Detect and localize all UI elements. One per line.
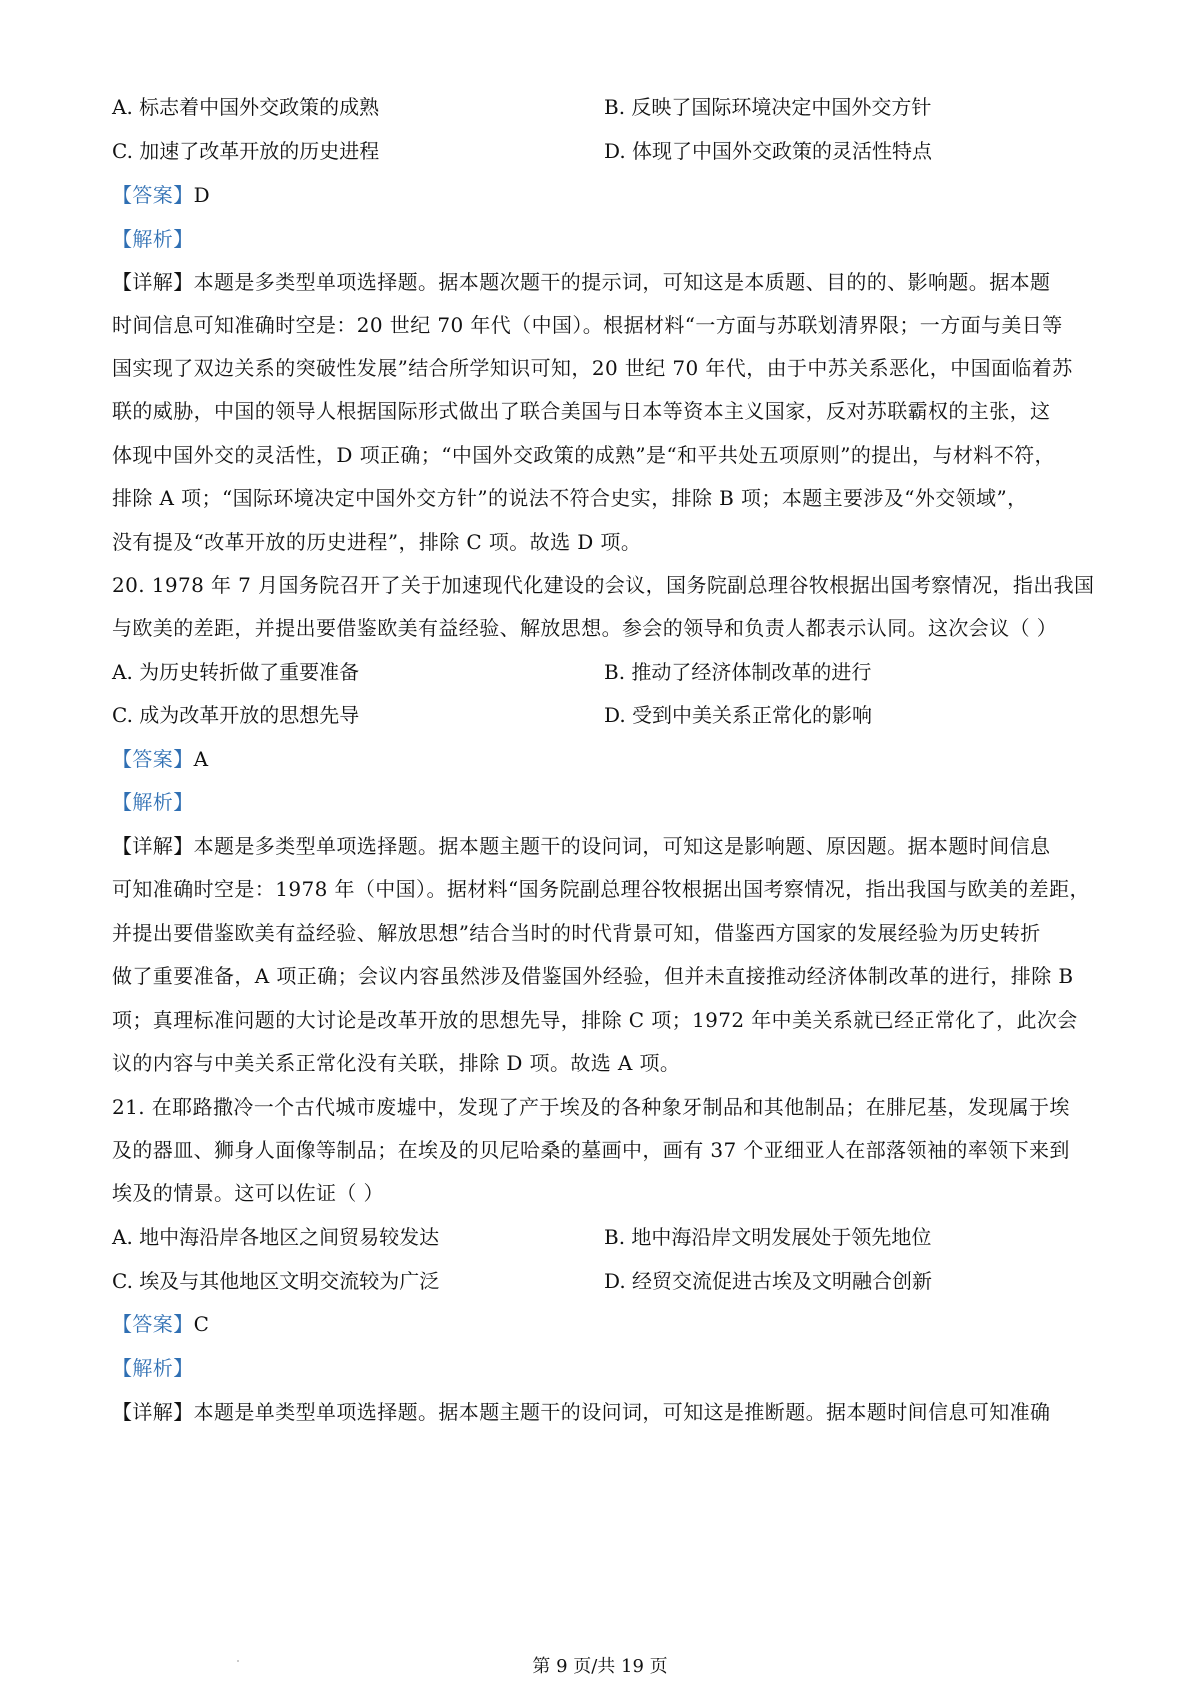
answer-value: D — [193, 183, 211, 207]
detail-text: 本题是单类型单项选择题。据本题主题干的设问词，可知这是推断题。据本题时间信息可知准确 — [193, 1400, 1051, 1424]
q19-detail-line: 排除 A 项；“国际环境决定中国外交方针”的说法不符合史实，排除 B 项；本题主要涉及“外交领域”， — [112, 486, 1028, 510]
q19-detail-line: 没有提及“改革开放的历史进程”，排除 C 项。故选 D 项。 — [112, 530, 642, 554]
q21-analysis-heading — [112, 1353, 1102, 1383]
q19-detail-line: 时间信息可知准确时空是：20 世纪 70 年代（中国）。根据材料“一方面与苏联划清界限；一方面与美日等 — [112, 313, 1063, 337]
q20-detail-line — [112, 831, 1102, 861]
q20-detail-line: 可知准确时空是：1978 年（中国）。据材料“国务院副总理谷牧根据出国考察情况，指出我国与欧美的差距， — [112, 877, 1090, 901]
detail-text: 本题是多类型单项选择题。据本题次题干的提示词，可知这是本质题、目的的、影响题。据本题 — [193, 270, 1051, 294]
q19-option-c: C. 加速了改革开放的历史进程 — [112, 139, 380, 163]
analysis-tag: 【解析】 — [112, 227, 194, 251]
q21-option-a: A. 地中海沿岸各地区之间贸易较发达 — [112, 1225, 440, 1249]
q21-option-c: C. 埃及与其他地区文明交流较为广泛 — [112, 1269, 440, 1293]
q21-option-b: B. 地中海沿岸文明发展处于领先地位 — [604, 1225, 932, 1249]
q20-detail-line: 做了重要准备，A 项正确；会议内容虽然涉及借鉴国外经验，但并未直接推动经济体制改革的进行，排除 B — [112, 964, 1074, 988]
q20-stem-line: 与欧美的差距，并提出要借鉴欧美有益经验、解放思想。参会的领导和负责人都表示认同。这次会议（ ） — [112, 616, 1058, 640]
q20-option-d: D. 受到中美关系正常化的影响 — [604, 703, 873, 727]
q20-option-c: C. 成为改革开放的思想先导 — [112, 703, 360, 727]
q21-detail-line — [112, 1397, 1102, 1427]
detail-tag: 【详解】 — [112, 1400, 194, 1424]
page-footer: 第 9 页/共 19 页 — [532, 1656, 668, 1677]
q19-option-a: A. 标志着中国外交政策的成熟 — [112, 95, 380, 119]
q20-detail-line: 项；真理标准问题的大讨论是改革开放的思想先导，排除 C 项；1972 年中美关系就已经正常化了，此次会 — [112, 1008, 1078, 1032]
analysis-tag: 【解析】 — [112, 1356, 194, 1380]
q21-answer — [112, 1309, 1102, 1339]
answer-tag: 【答案】 — [112, 183, 194, 207]
q21-stem-line: 21. 在耶路撒冷一个古代城市废墟中，发现了产于埃及的各种象牙制品和其他制品；在腓尼基，发现属于埃 — [112, 1095, 1070, 1119]
detail-text: 本题是多类型单项选择题。据本题主题干的设问词，可知这是影响题、原因题。据本题时间信息 — [193, 834, 1051, 858]
q20-detail-line: 并提出要借鉴欧美有益经验、解放思想”结合当时的时代背景可知，借鉴西方国家的发展经验为历史转折 — [112, 921, 1041, 945]
q21-stem-line: 埃及的情景。这可以佐证（ ） — [112, 1181, 384, 1205]
q21-option-d: D. 经贸交流促进古埃及文明融合创新 — [604, 1269, 933, 1293]
q20-option-b: B. 推动了经济体制改革的进行 — [604, 660, 872, 684]
q20-analysis-heading — [112, 787, 1102, 817]
answer-value: C — [193, 1312, 210, 1336]
q19-option-b: B. 反映了国际环境决定中国外交方针 — [604, 95, 932, 119]
q20-option-a: A. 为历史转折做了重要准备 — [112, 660, 360, 684]
q20-detail-line: 议的内容与中美关系正常化没有关联，排除 D 项。故选 A 项。 — [112, 1051, 681, 1075]
q21-stem-line: 及的器皿、狮身人面像等制品；在埃及的贝尼哈桑的墓画中，画有 37 个亚细亚人在部落领袖的率领下来到 — [112, 1138, 1070, 1162]
answer-value: A — [193, 747, 209, 771]
q19-detail-line: 联的威胁，中国的领导人根据国际形式做出了联合美国与日本等资本主义国家，反对苏联霸权的主张，这 — [112, 399, 1051, 423]
q19-detail-line — [112, 267, 1102, 297]
q19-analysis-heading — [112, 224, 1102, 254]
q19-detail-line: 国实现了双边关系的突破性发展”结合所学知识可知，20 世纪 70 年代，由于中苏关系恶化，中国面临着苏 — [112, 356, 1073, 380]
answer-tag: 【答案】 — [112, 1312, 194, 1336]
q19-option-d: D. 体现了中国外交政策的灵活性特点 — [604, 139, 933, 163]
q19-detail-line: 体现中国外交的灵活性，D 项正确；“中国外交政策的成熟”是“和平共处五项原则”的提出，与材料不符， — [112, 443, 1055, 467]
q19-answer — [112, 180, 1102, 210]
answer-tag: 【答案】 — [112, 747, 194, 771]
q20-stem-line: 20. 1978 年 7 月国务院召开了关于加速现代化建设的会议，国务院副总理谷牧根据出国考察情况，指出我国 — [112, 573, 1095, 597]
detail-tag: 【详解】 — [112, 834, 194, 858]
detail-tag: 【详解】 — [112, 270, 194, 294]
q20-answer — [112, 744, 1102, 774]
analysis-tag: 【解析】 — [112, 790, 194, 814]
